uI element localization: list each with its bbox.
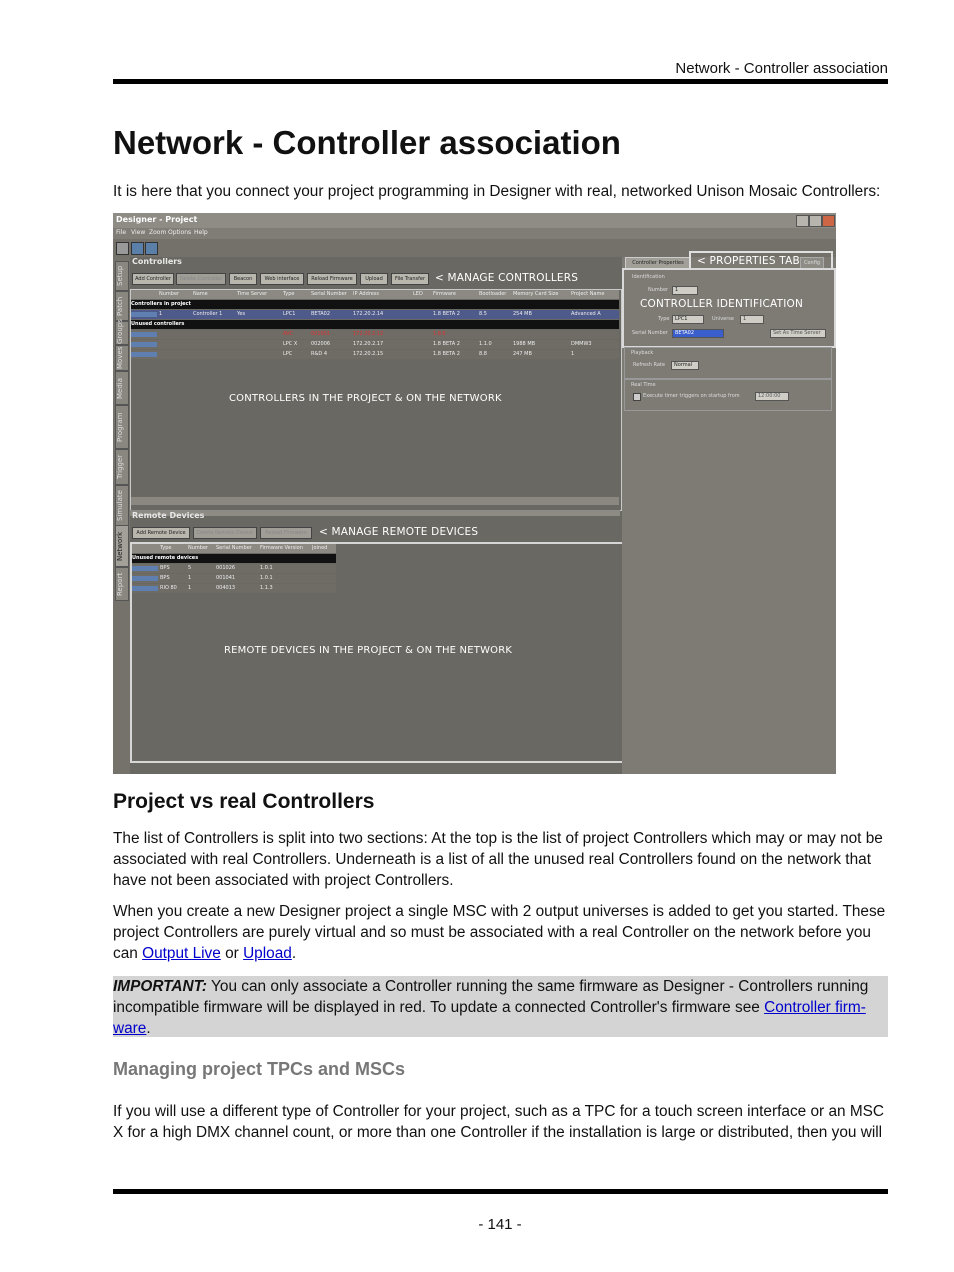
important-note: IMPORTANT: You can only associate a Controller running the same firmware as Designer - Controllers running incompatible firmware will be displayed in red. To update a connected Controller's firmware see Controller firm-ware. bbox=[113, 976, 888, 1037]
tab-report[interactable]: Report bbox=[115, 567, 129, 601]
serial-number-select[interactable]: BETA02 bbox=[672, 329, 724, 338]
grid-cell bbox=[237, 350, 281, 359]
grid-cell bbox=[159, 350, 191, 359]
grid-cell: 172.20.2.12 bbox=[353, 331, 384, 337]
tab-media[interactable]: Media bbox=[115, 371, 129, 405]
grid-cell bbox=[131, 342, 157, 347]
grid-cell: 1 bbox=[188, 575, 192, 581]
grid-header-row[interactable] bbox=[131, 290, 619, 299]
refresh-rate-select[interactable]: Normal bbox=[671, 361, 699, 370]
execute-timer-checkbox[interactable] bbox=[633, 393, 641, 401]
table-row[interactable] bbox=[131, 340, 619, 349]
grid-cell bbox=[413, 330, 431, 339]
manage-remote-callout: < MANAGE REMOTE DEVICES bbox=[319, 526, 479, 538]
grid-cell: LPC X bbox=[283, 341, 298, 347]
grid-cell: 172.20.2.17 bbox=[353, 341, 384, 347]
table-row[interactable] bbox=[132, 564, 336, 573]
important-label: IMPORTANT: bbox=[113, 978, 208, 995]
grid-cell: 001041 bbox=[216, 575, 236, 581]
grid-cell: 5 bbox=[188, 565, 192, 571]
table-row[interactable] bbox=[131, 330, 619, 339]
grid-cell bbox=[132, 544, 158, 553]
grid-cell: Type bbox=[160, 545, 172, 551]
grid-cell: 1 bbox=[188, 585, 192, 591]
section-heading-managing: Managing project TPCs and MSCs bbox=[113, 1059, 406, 1079]
upload-link[interactable]: Upload bbox=[243, 945, 292, 962]
horizontal-scrollbar[interactable] bbox=[131, 497, 619, 505]
table-row[interactable] bbox=[132, 574, 336, 583]
tab-simulate[interactable]: Simulate bbox=[115, 485, 129, 527]
tab-network[interactable]: Network bbox=[115, 525, 129, 567]
grid-cell: 001051 bbox=[311, 331, 331, 337]
grid-cell: Firmware bbox=[433, 291, 456, 297]
grid-cell: 8.8 bbox=[479, 351, 487, 357]
grid-cell: 1.0.1 bbox=[260, 565, 273, 571]
grid-cell: 002006 bbox=[311, 341, 331, 347]
grid-cell bbox=[513, 330, 569, 339]
grid-cell bbox=[193, 350, 235, 359]
file-transfer-button[interactable]: File Transfer bbox=[391, 273, 429, 285]
grid-cell: Memory Card Size bbox=[513, 291, 559, 297]
grid-cell bbox=[237, 330, 281, 339]
intro-paragraph: It is here that you connect your project programming in Designer with real, networked Unison Mosaic Controllers: bbox=[113, 183, 881, 200]
grid-cell bbox=[193, 330, 235, 339]
side-tab-bar bbox=[113, 257, 130, 774]
grid-cell bbox=[479, 330, 511, 339]
grid-cell: Unused remote devices bbox=[132, 555, 199, 561]
designer-screenshot bbox=[113, 213, 836, 774]
grid-cell: 172.20.2.14 bbox=[353, 311, 384, 317]
grid-cell: Time Server bbox=[237, 291, 268, 297]
paragraph-controller-list: The list of Controllers is split into two sections: At the top is the list of project Controllers which may or may not be associated with real Controllers. Underneath is a list of all the unused real Controllers found on the network that have not been associated with project Controllers. bbox=[113, 830, 883, 889]
manage-controllers-callout: < MANAGE CONTROLLERS bbox=[435, 272, 579, 284]
grid-section-row[interactable] bbox=[131, 320, 619, 329]
tab-moves[interactable]: Moves bbox=[115, 345, 129, 371]
grid-cell bbox=[413, 350, 431, 359]
grid-cell: 172.20.2.15 bbox=[353, 351, 384, 357]
delete-remote-device-button[interactable]: Delete Remote Device bbox=[193, 527, 257, 539]
grid-cell: 1.1.3 bbox=[260, 585, 273, 591]
delete-controller-button[interactable]: Delete Controller bbox=[176, 273, 226, 285]
grid-header-row[interactable] bbox=[132, 544, 336, 553]
grid-cell bbox=[571, 330, 617, 339]
grid-cell: 1 bbox=[159, 311, 163, 317]
properties-panel bbox=[622, 257, 836, 774]
grid-cell bbox=[159, 330, 191, 339]
grid-cell: Joined bbox=[312, 545, 328, 551]
grid-cell: 004013 bbox=[216, 585, 236, 591]
grid-cell: Name bbox=[193, 291, 208, 297]
tab-groups[interactable]: Groups bbox=[115, 321, 129, 345]
grid-cell bbox=[312, 584, 334, 593]
grid-cell: RIO 80 bbox=[160, 585, 177, 591]
grid-cell: DMMW3 bbox=[571, 341, 592, 347]
grid-cell: Number bbox=[159, 291, 180, 297]
grid-cell: 1.1.0 bbox=[479, 341, 492, 347]
grid-cell: Unused controllers bbox=[131, 321, 185, 327]
grid-cell: Serial Number bbox=[311, 291, 347, 297]
output-live-link[interactable]: Output Live bbox=[142, 945, 221, 962]
controller-firmware-link[interactable]: Controller firm-ware bbox=[113, 999, 866, 1037]
grid-cell: BPS bbox=[160, 575, 170, 581]
menu-zoom[interactable]: Zoom bbox=[149, 229, 167, 236]
tab-setup[interactable]: Setup bbox=[115, 261, 129, 291]
grid-cell: 001026 bbox=[216, 565, 236, 571]
grid-cell: LED bbox=[413, 291, 423, 297]
header-rule bbox=[113, 79, 888, 84]
grid-cell: 1 bbox=[571, 351, 575, 357]
number-field[interactable]: 1 bbox=[672, 286, 698, 295]
grid-cell: Firmware Version bbox=[260, 545, 303, 551]
grid-cell: 1.8 BETA 2 bbox=[433, 351, 460, 357]
grid-cell bbox=[131, 312, 157, 317]
window-titlebar bbox=[113, 213, 836, 228]
running-header: Network - Controller association bbox=[675, 60, 888, 77]
grid-cell: 1.8 BETA 2 bbox=[433, 341, 460, 347]
controllers-area-callout: CONTROLLERS IN THE PROJECT & ON THE NETWORK bbox=[229, 393, 502, 404]
new-icon[interactable] bbox=[116, 242, 129, 255]
paragraph-new-project: When you create a new Designer project a single MSC with 2 output universes is added to get you started. These project Controllers are purely virtual and so must be associated with a real Controller on the network before you can Output Live or Upload. bbox=[113, 903, 886, 962]
grid-cell: 1.8 BETA 2 bbox=[433, 311, 460, 317]
set-time-server-button[interactable]: Set As Time Server bbox=[770, 329, 826, 338]
grid-cell: IP Address bbox=[353, 291, 379, 297]
grid-cell: 254 MB bbox=[513, 311, 532, 317]
grid-cell: Number bbox=[188, 545, 209, 551]
grid-cell: Serial Number bbox=[216, 545, 252, 551]
menu-file[interactable]: File bbox=[116, 229, 127, 236]
grid-cell: LPC1 bbox=[283, 311, 296, 317]
grid-cell: LPC bbox=[283, 351, 293, 357]
remote-devices-title: Remote Devices bbox=[132, 511, 205, 520]
page-title: Network - Controller association bbox=[113, 124, 621, 161]
grid-cell bbox=[159, 340, 191, 349]
grid-cell bbox=[193, 340, 235, 349]
grid-cell: Type bbox=[283, 291, 295, 297]
paragraph-managing: If you will use a different type of Controller for your project, such as a TPC for a touch screen interface or an MSC X for a high DMX channel count, or more than one Controller if the installation is large or distributed, then you will bbox=[113, 1103, 885, 1141]
tab-patch[interactable]: Patch bbox=[115, 291, 129, 321]
open-icon[interactable] bbox=[145, 242, 158, 255]
footer-rule bbox=[113, 1189, 888, 1194]
table-row[interactable] bbox=[131, 310, 619, 319]
menu-options[interactable]: Options bbox=[168, 229, 192, 236]
grid-cell bbox=[413, 310, 431, 319]
grid-cell bbox=[312, 564, 334, 573]
realtime-group: Real Time Execute timer triggers on startup from 12:00:00 bbox=[624, 379, 832, 411]
save-icon[interactable] bbox=[131, 242, 144, 255]
identification-group: Identification Number 1 CONTROLLER IDENTIFICATION Type LPC1 Universe 1 Serial Number BETA02 Set As Time Server bbox=[622, 268, 836, 348]
grid-cell: BPS bbox=[160, 565, 170, 571]
controllers-grid bbox=[130, 289, 622, 511]
grid-cell: Project Name bbox=[571, 291, 605, 297]
grid-cell bbox=[237, 340, 281, 349]
timer-time-field[interactable]: 12:00:00 bbox=[755, 392, 789, 401]
menu-view[interactable]: View bbox=[131, 229, 146, 236]
tab-program[interactable]: Program bbox=[115, 405, 129, 449]
grid-cell: Yes bbox=[237, 311, 246, 317]
grid-cell bbox=[132, 576, 158, 581]
upload-button[interactable]: Upload bbox=[360, 273, 388, 285]
table-row[interactable] bbox=[132, 584, 336, 593]
grid-cell bbox=[132, 586, 158, 591]
controller-properties-tab[interactable]: Controller Properties bbox=[625, 257, 691, 269]
grid-cell: 1.8.6 bbox=[433, 331, 446, 337]
remote-devices-grid bbox=[130, 542, 624, 763]
table-row[interactable] bbox=[131, 350, 619, 359]
grid-cell: 1988 MB bbox=[513, 341, 536, 347]
tab-trigger[interactable]: Trigger bbox=[115, 449, 129, 485]
config-tab[interactable]: Config bbox=[800, 257, 824, 269]
window-title: Designer - Project bbox=[116, 215, 198, 224]
properties-tab-callout: < PROPERTIES TAB bbox=[689, 251, 833, 269]
grid-section-row[interactable] bbox=[132, 554, 336, 563]
menubar bbox=[113, 228, 836, 239]
type-select[interactable]: LPC1 bbox=[672, 315, 704, 324]
grid-cell bbox=[132, 566, 158, 571]
grid-cell: R&D 4 bbox=[311, 351, 327, 357]
minimize-icon[interactable] bbox=[796, 215, 809, 227]
page-number: - 141 - bbox=[478, 1216, 522, 1233]
web-interface-button[interactable]: Web interface bbox=[260, 273, 304, 285]
universe-field[interactable]: 1 bbox=[740, 315, 764, 324]
controller-identification-callout: CONTROLLER IDENTIFICATION bbox=[640, 298, 804, 310]
remote-reload-firmware-button[interactable]: Reload Firmware bbox=[260, 527, 312, 539]
section-heading-project-vs-real: Project vs real Controllers bbox=[113, 790, 375, 813]
close-icon[interactable] bbox=[822, 215, 835, 227]
grid-cell: 8.5 bbox=[479, 311, 487, 317]
grid-cell: BETA02 bbox=[311, 311, 331, 317]
grid-cell: Controllers in project bbox=[131, 301, 191, 307]
playback-group: Playback Refresh Rate Normal bbox=[624, 347, 832, 379]
grid-section-row[interactable] bbox=[131, 300, 619, 309]
grid-cell: Bootloader bbox=[479, 291, 507, 297]
grid-cell: 247 MB bbox=[513, 351, 532, 357]
grid-cell bbox=[131, 352, 157, 357]
grid-cell bbox=[413, 340, 431, 349]
controllers-title: Controllers bbox=[132, 257, 182, 266]
add-controller-button[interactable]: Add Controller bbox=[132, 273, 174, 285]
maximize-icon[interactable] bbox=[809, 215, 822, 227]
grid-cell: Advanced A bbox=[571, 311, 601, 317]
grid-cell bbox=[312, 574, 334, 583]
add-remote-device-button[interactable]: Add Remote Device bbox=[132, 527, 190, 539]
grid-cell: 1.0.1 bbox=[260, 575, 273, 581]
reload-firmware-button[interactable]: Reload Firmware bbox=[307, 273, 357, 285]
grid-cell: Controller 1 bbox=[193, 311, 223, 317]
grid-cell: AVC bbox=[283, 331, 294, 337]
remote-area-callout: REMOTE DEVICES IN THE PROJECT & ON THE NETWORK bbox=[224, 645, 513, 656]
beacon-button[interactable]: Beacon bbox=[229, 273, 257, 285]
menu-help[interactable]: Help bbox=[194, 229, 208, 236]
grid-cell bbox=[131, 332, 157, 337]
grid-cell bbox=[131, 290, 157, 299]
